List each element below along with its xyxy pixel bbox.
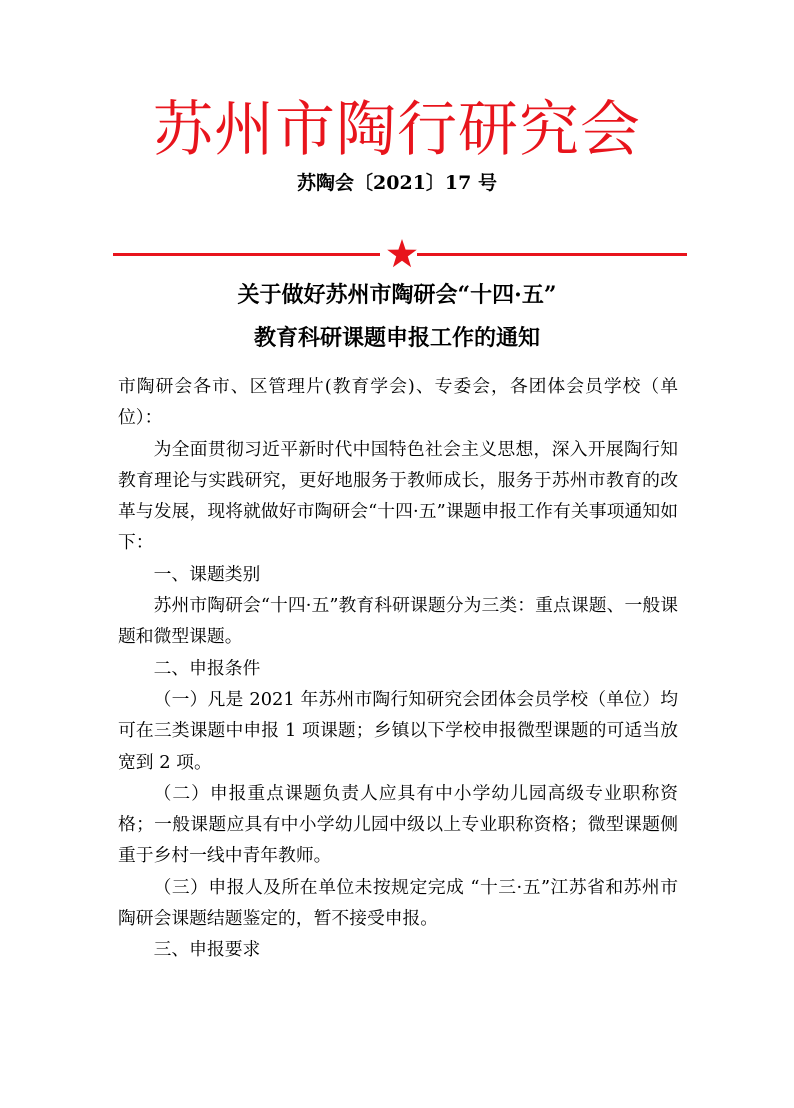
intro-paragraph: 为全面贯彻习近平新时代中国特色社会主义思想，深入开展陶行知教育理论与实践研究，更好地服务于教师成长，服务于苏州市教育的改革与发展，现将就做好市陶研会“十四·五”课题申报工作有关事项通知如下： (118, 438, 678, 554)
section-1-heading: 一、课题类别 (153, 563, 261, 585)
section-2-item-2: （二）申报重点课题负责人应具有中小学幼儿园高级专业职称资格；一般课题应具有中小学幼儿园中级以上专业职称资格；微型课题侧重于乡村一线中青年教师。 (118, 782, 678, 867)
document-number: 苏陶会〔2021〕17 号 (297, 172, 497, 194)
section-3-heading: 三、申报要求 (153, 939, 261, 961)
notice-body (118, 371, 678, 966)
notice-title-line-2: 教育科研课题申报工作的通知 (253, 325, 540, 351)
star-icon (386, 238, 418, 270)
section-1-text: 苏州市陶研会“十四·五”教育科研课题分为三类：重点课题、一般课题和微型课题。 (118, 595, 678, 648)
star-shape (387, 239, 417, 267)
organization-name: 苏州市陶行研究会 (153, 95, 641, 165)
section-2-item-1: （一）凡是 2021 年苏州市陶行知研究会团体会员学校（单位）均可在三类课题中申报 1 项课题；乡镇以下学校申报微型课题的可适当放宽到 2 项。 (118, 688, 678, 773)
red-divider-right (417, 253, 687, 256)
red-divider-left (113, 253, 380, 256)
section-2-heading: 二、申报条件 (153, 657, 261, 679)
notice-title-line-1: 关于做好苏州市陶研会“十四·五” (237, 282, 557, 308)
salutation: 市陶研会各市、区管理片(教育学会)、专委会，各团体会员学校（单位）： (118, 376, 678, 429)
section-2-item-3: （三）申报人及所在单位未按规定完成 “十三·五”江苏省和苏州市陶研会课题结题鉴定的，暂不接受申报。 (118, 876, 678, 930)
